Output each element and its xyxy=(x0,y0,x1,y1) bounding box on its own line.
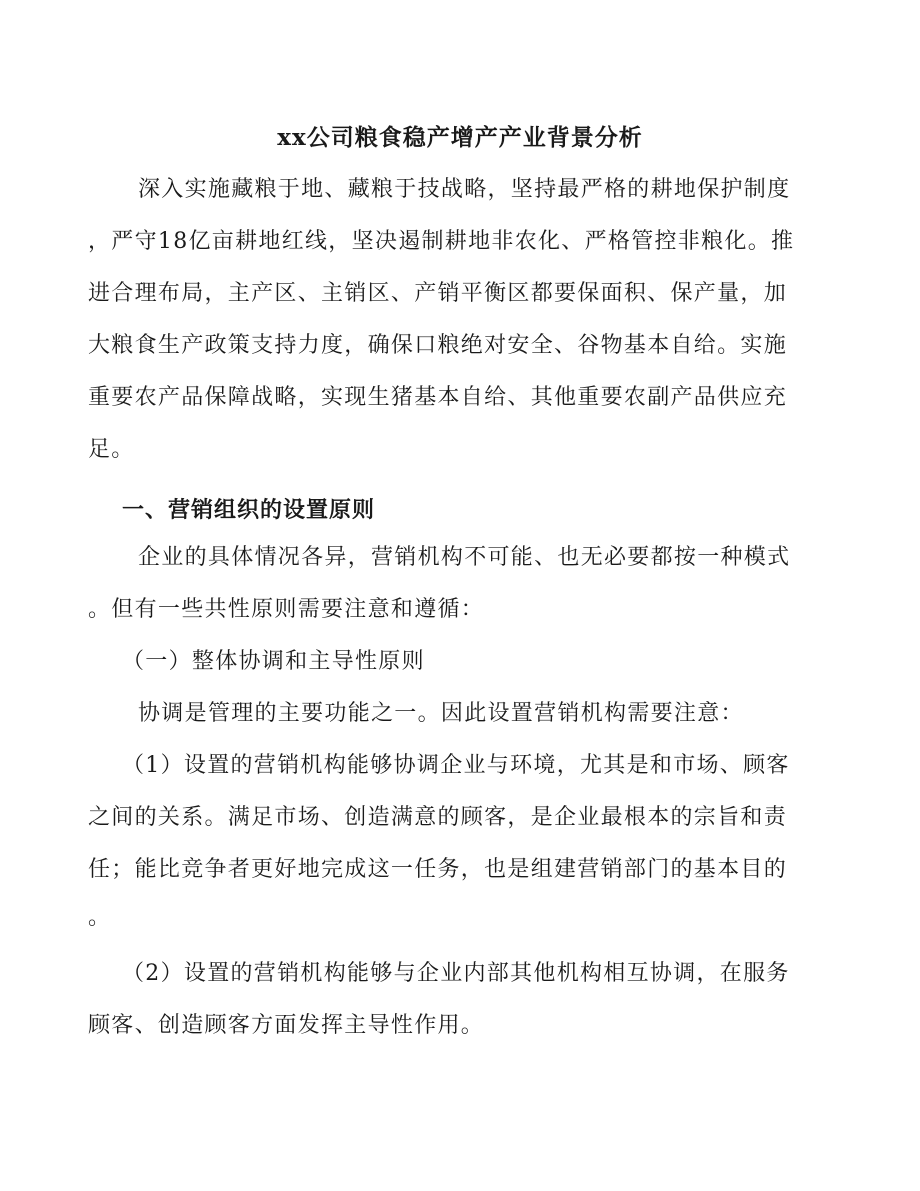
section-paragraph-line-1: 企业的具体情况各异，营销机构不可能、也无必要都按一种模式 xyxy=(138,545,791,570)
section-paragraph-line-2: 。但有一些共性原则需要注意和遵循： xyxy=(88,597,485,622)
intro-line-3: 进合理布局，主产区、主销区、产销平衡区都要保面积、保产量，加 xyxy=(88,281,788,306)
subsection-heading: （一）整体协调和主导性原则 xyxy=(122,649,425,674)
intro-line-1: 深入实施藏粮于地、藏粮于技战略，坚持最严格的耕地保护制度 xyxy=(138,177,791,202)
intro-line-5: 重要农产品保障战略，实现生猪基本自给、其他重要农副产品供应充 xyxy=(88,385,788,410)
item1-line-2: 之间的关系。满足市场、创造满意的顾客，是企业最根本的宗旨和责 xyxy=(88,805,788,830)
section-heading: 一、营销组织的设置原则 xyxy=(122,497,376,523)
document-title: xx公司粮食稳产增产产业背景分析 xyxy=(277,124,643,151)
item2-line-2: 顾客、创造顾客方面发挥主导性作用。 xyxy=(88,1013,485,1038)
item1-line-1: （1）设置的营销机构能够协调企业与环境，尤其是和市场、顾客 xyxy=(122,753,790,778)
item2-line-1: （2）设置的营销机构能够与企业内部其他机构相互协调，在服务 xyxy=(122,961,790,986)
intro-line-2: ，严守18亿亩耕地红线，坚决遏制耕地非农化、严格管控非粮化。推 xyxy=(88,229,795,254)
subsection-lead: 协调是管理的主要功能之一。因此设置营销机构需要注意： xyxy=(138,701,744,726)
intro-line-4: 大粮食生产政策支持力度，确保口粮绝对安全、谷物基本自给。实施 xyxy=(88,333,788,358)
intro-line-6: 足。 xyxy=(88,437,135,462)
item1-line-3: 任；能比竞争者更好地完成这一任务，也是组建营销部门的基本目的 xyxy=(88,857,788,882)
item1-line-4: 。 xyxy=(88,905,112,930)
